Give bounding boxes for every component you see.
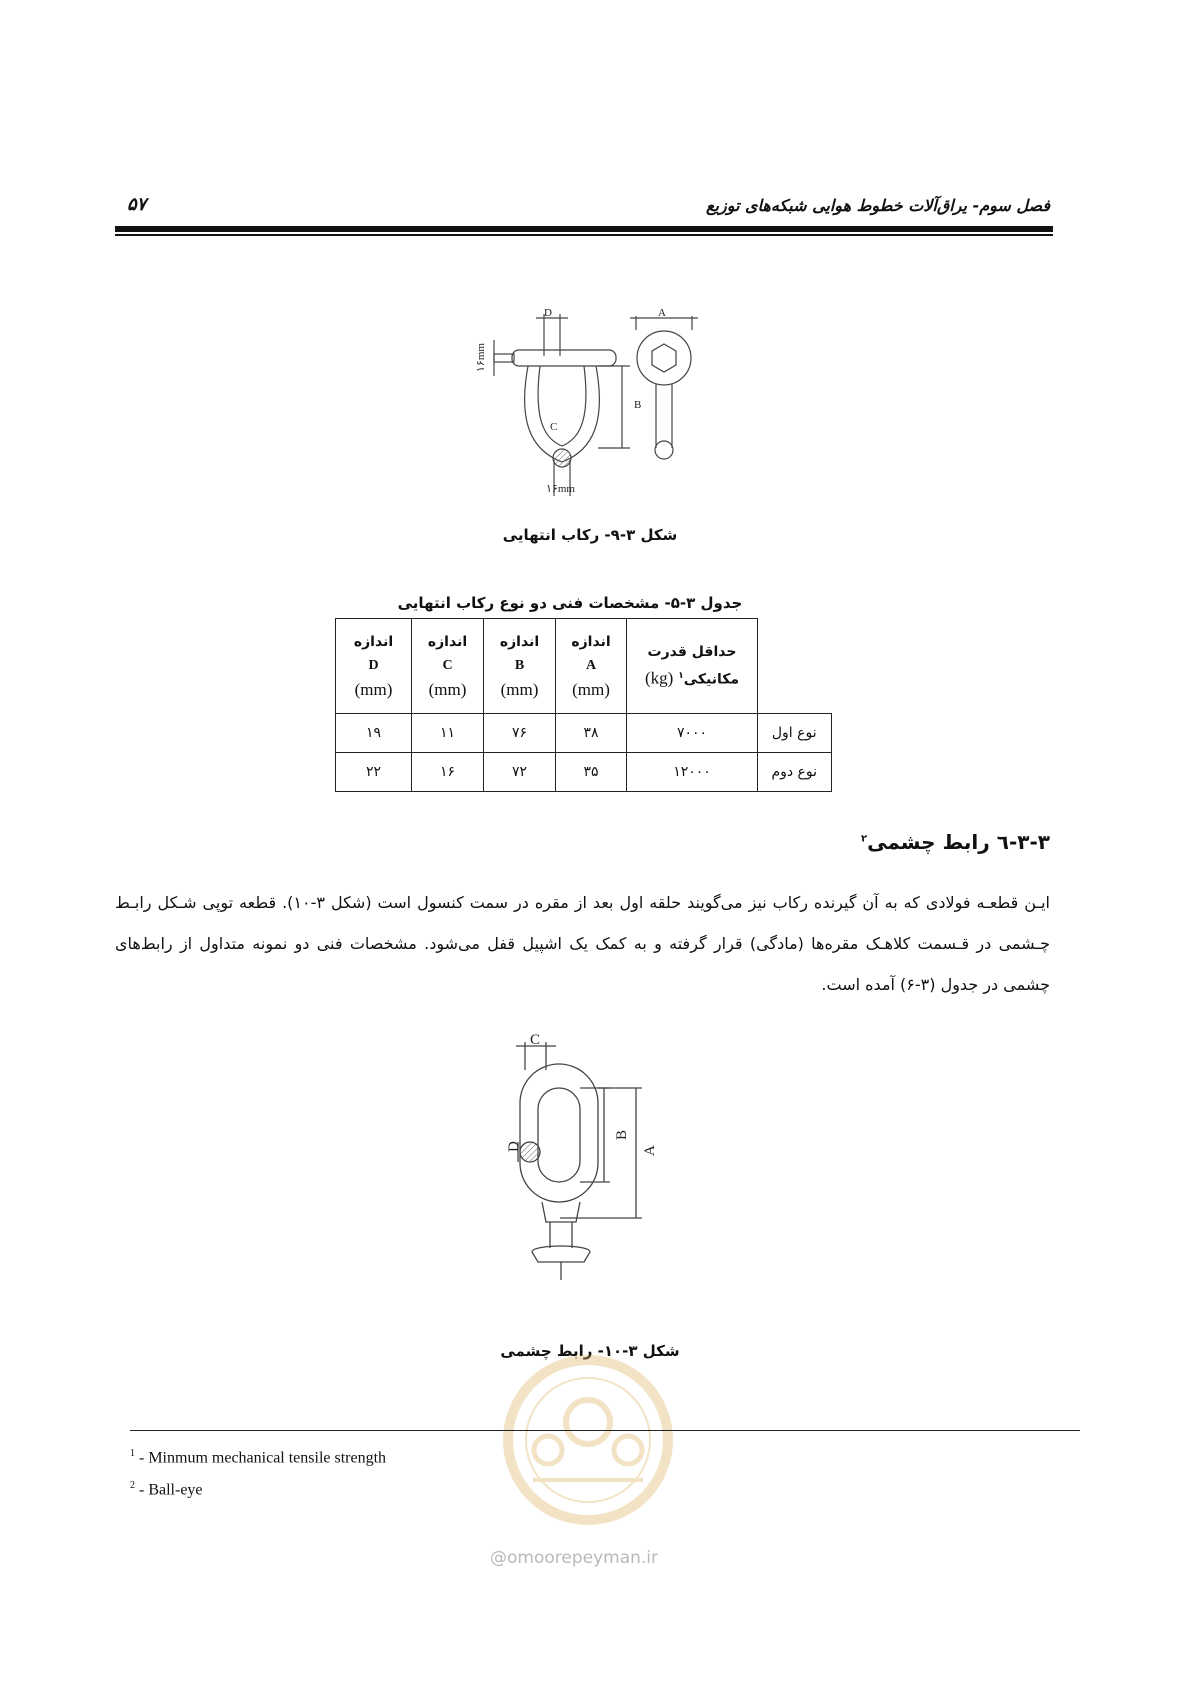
watermark-seal [488, 1350, 688, 1530]
col-header-b [484, 619, 556, 714]
chapter-title: فصل سوم- یراق‌آلات خطوط هوایی شبکه‌های توزیع [706, 196, 1050, 215]
spec-table [335, 618, 832, 792]
footnote-number: 2 [130, 1480, 135, 1491]
table-cell: ۱۹ [336, 714, 412, 753]
table-cell: ۱۶ [412, 753, 484, 792]
section-title [861, 830, 1050, 854]
header-rule [115, 226, 1053, 232]
col-header-unit: (mm) [354, 680, 393, 699]
label-dim-side: ۱۶mm [475, 343, 487, 372]
label-a: A [642, 1145, 658, 1156]
col-header-line1: اندازه [427, 634, 468, 650]
table-cell: ۳۵ [556, 753, 627, 792]
section-title-text: ۳-۳-٦ رابط چشمی [867, 830, 1050, 854]
col-header-unit: (mm) [500, 680, 539, 699]
row-label: نوع اول [758, 714, 832, 753]
footnote-number: 1 [130, 1448, 135, 1459]
label-dim-bottom: ۱۶mm [546, 483, 575, 495]
footnote-ref-1: ۱ [678, 671, 684, 682]
body-paragraph: ایـن قطعـه فولادی که به آن گیرنده رکاب نیز می‌گویند حلقه اول بعد از مقره در سمت کنسول است (شکل ۳-۱۰). قطعه توپی شـکل رابـط چـشمی در قـسمت کلاهـک مقره‌ها (مادگی) قرار گرفته و به کمک یک اشپیل قفل می‌شود. مشخصات فنی دو نمونه متداول از رابط‌های چشمی در جدول (۳-۶) آمده است. [115, 893, 1050, 994]
label-d: D [506, 1141, 522, 1152]
col-header-line1: اندازه [571, 634, 611, 650]
empty-corner-cell [758, 619, 832, 714]
col-header-line1: اندازه [499, 634, 540, 650]
col-header-line2: B [514, 658, 525, 673]
footnote-text: - Minmum mechanical tensile strength [135, 1449, 387, 1467]
footnote-rule [130, 1430, 1080, 1431]
ball-eye-diagram [480, 1030, 680, 1285]
table-cell: ۱۱ [412, 714, 484, 753]
header-rule-thin [115, 234, 1053, 236]
footnote-text: - Ball-eye [135, 1481, 203, 1499]
page-number: ۵۷ [127, 194, 147, 215]
col-header-line2: D [368, 658, 379, 673]
col-header-unit: (kg) [644, 668, 674, 688]
label-c: C [550, 421, 558, 433]
col-header-line1: اندازه [353, 634, 394, 650]
figure-10-caption: شکل ۳-۱۰- رابط چشمی [500, 1342, 680, 1360]
col-header-unit: (mm) [572, 680, 610, 699]
col-header-line1: حداقل قدرت [647, 644, 737, 661]
footnote-2 [130, 1480, 203, 1499]
table-cell: ۷۰۰۰ [627, 714, 758, 753]
table-5-caption: جدول ۳-۵- مشخصات فنی دو نوع رکاب انتهایی [397, 594, 743, 612]
table-cell: ۱۲۰۰۰ [627, 753, 758, 792]
end-shackle-diagram [470, 300, 700, 505]
col-header-line2: مکانیکی [683, 671, 740, 688]
label-a: A [658, 307, 666, 319]
col-header-a [556, 619, 627, 714]
col-header-unit: (mm) [428, 680, 467, 699]
col-header-line2: C [442, 658, 453, 673]
label-b: B [634, 399, 642, 411]
label-d: D [544, 307, 552, 319]
col-header-line2: A [585, 658, 597, 673]
table-row [336, 753, 832, 792]
watermark-text: @omoorepeyman.ir [490, 1548, 659, 1568]
table-cell: ۲۲ [336, 753, 412, 792]
row-label: نوع دوم [758, 753, 832, 792]
table-cell: ۷۶ [484, 714, 556, 753]
label-b: B [614, 1129, 630, 1140]
footnote-1 [130, 1448, 386, 1467]
table-row [336, 714, 832, 753]
table-cell: ۷۲ [484, 753, 556, 792]
label-c: C [530, 1032, 541, 1048]
col-header-c [412, 619, 484, 714]
col-header-d [336, 619, 412, 714]
table-cell: ۳۸ [556, 714, 627, 753]
figure-9-caption: شکل ۳-۹- رکاب انتهایی [502, 526, 678, 544]
footnote-ref-2: ۲ [861, 833, 868, 845]
col-header-strength [627, 619, 758, 714]
